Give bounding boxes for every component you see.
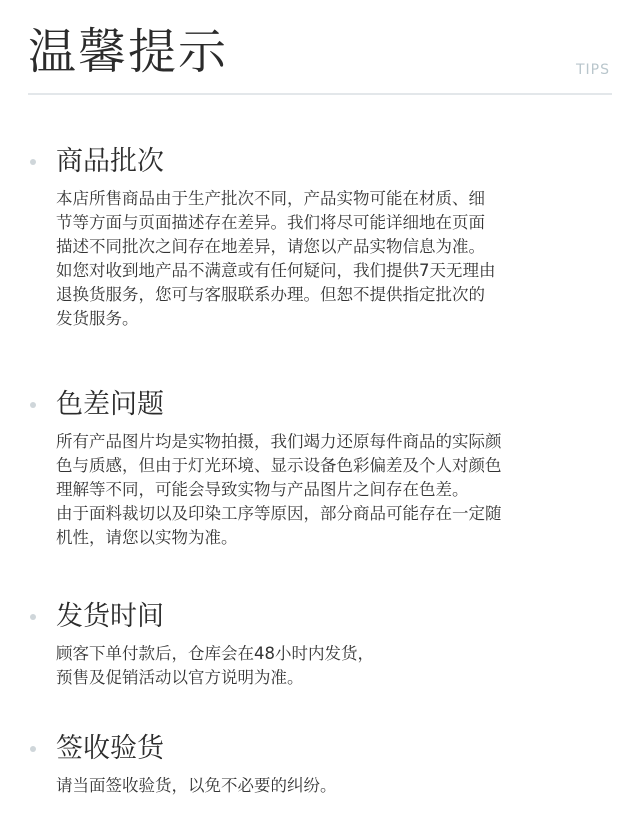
section-inspection [28, 730, 612, 798]
bullet-dot-icon [30, 159, 36, 165]
section-header [28, 598, 612, 638]
text-line: 由于面料裁切以及印染工序等原因，部分商品可能存在一定随 [56, 504, 502, 523]
section-title: 色差问题 [56, 389, 164, 420]
section-text [56, 642, 596, 690]
text-line: 本店所售商品由于生产批次不同，产品实物可能在材质、细 [56, 189, 485, 208]
page-title: 温馨提示 [28, 24, 229, 80]
text-line: 描述不同批次之间存在地差异，请您以产品实物信息为准。 [56, 237, 485, 256]
section-header [28, 143, 612, 183]
section-shipping-time [28, 598, 612, 690]
text-line: 发货服务。 [56, 309, 139, 328]
text-line: 理解等不同，可能会导致实物与产品图片之间存在色差。 [56, 480, 469, 499]
section-text [56, 430, 596, 550]
header [28, 14, 612, 96]
section-header [28, 730, 612, 770]
section-color-difference [28, 386, 612, 550]
section-title: 商品批次 [56, 146, 164, 177]
section-text [56, 187, 596, 331]
text-line: 预售及促销活动以官方说明为准。 [56, 668, 304, 687]
section-title: 发货时间 [56, 601, 164, 632]
tips-label: TIPS [575, 62, 610, 78]
section-title: 签收验货 [56, 733, 164, 764]
section-header [28, 386, 612, 426]
text-line: 顾客下单付款后，仓库会在48小时内发货， [56, 644, 374, 663]
text-line: 请当面签收验货，以免不必要的纠纷。 [56, 776, 337, 795]
text-line: 机性，请您以实物为准。 [56, 528, 238, 547]
bullet-dot-icon [30, 402, 36, 408]
text-line: 如您对收到地产品不满意或有任何疑问，我们提供7天无理由 [56, 261, 496, 280]
text-line: 节等方面与页面描述存在差异。我们将尽可能详细地在页面 [56, 213, 485, 232]
text-line: 所有产品图片均是实物拍摄，我们竭力还原每件商品的实际颜 [56, 432, 502, 451]
text-line: 退换货服务，您可与客服联系办理。但恕不提供指定批次的 [56, 285, 485, 304]
section-product-batch [28, 143, 612, 331]
bullet-dot-icon [30, 746, 36, 752]
bullet-dot-icon [30, 614, 36, 620]
text-line: 色与质感，但由于灯光环境、显示设备色彩偏差及个人对颜色 [56, 456, 502, 475]
header-divider [28, 93, 612, 95]
section-text [56, 774, 596, 798]
